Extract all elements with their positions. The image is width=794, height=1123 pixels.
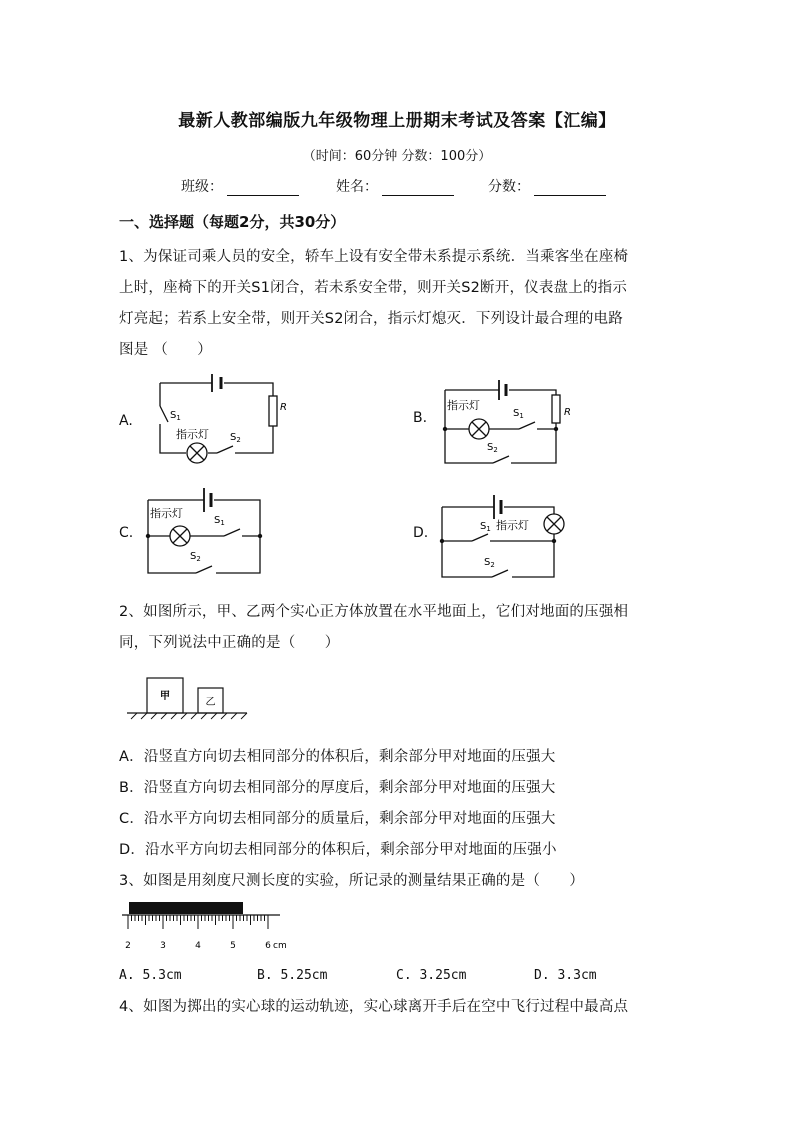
indicator-lamp-label: 指示灯 xyxy=(176,428,209,441)
option-b-label: B. xyxy=(413,410,428,426)
switch-s2-label: $S_2$ xyxy=(487,442,498,454)
score-field xyxy=(488,176,606,196)
class-blank xyxy=(227,181,299,196)
exam-info: （时间：60分钟 分数：100分） xyxy=(302,149,492,164)
question-1-line: 灯亮起；若系上安全带，则开关S2闭合，指示灯熄灭．下列设计最合理的电路 xyxy=(119,311,623,327)
cube-jia-label: 甲 xyxy=(160,691,170,702)
resistor-label: R xyxy=(564,407,571,418)
ruler-unit-label: cm xyxy=(273,941,287,951)
question-2-option-a: A．沿竖直方向切去相同部分的体积后，剩余部分甲对地面的压强大 xyxy=(119,749,556,765)
cubes-figure xyxy=(125,672,250,722)
question-4-line: 4、如图为掷出的实心球的运动轨迹，实心球离开手后在空中飞行过程中最高点 xyxy=(119,999,629,1015)
ruler-tick-label: 5 xyxy=(230,941,236,951)
circuit-d-diagram xyxy=(432,485,572,580)
ruler-figure xyxy=(118,898,288,953)
score-blank xyxy=(534,181,606,196)
name-blank xyxy=(382,181,454,196)
class-field xyxy=(181,176,299,196)
ruler-tick-label: 6 xyxy=(265,941,271,951)
switch-s1-label: $S_1$ xyxy=(480,521,491,533)
switch-s1-label: $S_1$ xyxy=(513,408,524,420)
switch-s2-label: $S_2$ xyxy=(230,432,241,444)
ruler-tick-label: 4 xyxy=(195,941,201,951)
score-label: 分数： xyxy=(488,179,530,195)
circuit-c-diagram xyxy=(138,480,273,580)
switch-s1-label: $S_1$ xyxy=(214,515,225,527)
cube-yi-label: 乙 xyxy=(205,697,216,708)
circuit-a-diagram xyxy=(150,368,285,464)
question-3-line: 3、如图是用刻度尺测长度的实验，所记录的测量结果正确的是（ ） xyxy=(119,873,585,889)
question-2-line: 2、如图所示，甲、乙两个实心正方体放置在水平地面上，它们对地面的压强相 xyxy=(119,604,629,620)
switch-s2-label: $S_2$ xyxy=(190,551,201,563)
option-a-label: A. xyxy=(119,413,133,429)
indicator-lamp-label: 指示灯 xyxy=(496,519,529,532)
ruler-tick-label: 3 xyxy=(160,941,166,951)
name-label: 姓名： xyxy=(336,179,378,195)
question-1-line: 图是 （ ） xyxy=(119,342,213,358)
name-field xyxy=(336,176,454,196)
resistor-label: R xyxy=(280,402,287,413)
question-1-line: 1、为保证司乘人员的安全，轿车上设有安全带未系提示系统．当乘客坐在座椅 xyxy=(119,249,629,265)
switch-s1-label: $S_1$ xyxy=(170,410,181,422)
option-d-label: D. xyxy=(413,525,429,541)
circuit-b-diagram xyxy=(435,368,570,464)
indicator-lamp-label: 指示灯 xyxy=(447,399,480,412)
class-label: 班级： xyxy=(181,179,223,195)
ruler-tick-label: 2 xyxy=(125,941,131,951)
measured-object xyxy=(129,902,243,914)
question-3-option-d: D. 3.3cm xyxy=(534,968,597,983)
question-2-option-d: D．沿水平方向切去相同部分的体积后，剩余部分甲对地面的压强小 xyxy=(119,842,557,858)
question-2-option-b: B．沿竖直方向切去相同部分的厚度后，剩余部分甲对地面的压强大 xyxy=(119,780,556,796)
question-2-line: 同，下列说法中正确的是（ ） xyxy=(119,635,340,651)
document-title: 最新人教部编版九年级物理上册期末考试及答案【汇编】 xyxy=(178,111,616,131)
section-heading: 一、选择题（每题2分，共30分） xyxy=(119,213,346,231)
question-1-line: 上时，座椅下的开关S1闭合，若未系安全带，则开关S2断开，仪表盘上的指示 xyxy=(119,280,628,296)
indicator-lamp-label: 指示灯 xyxy=(150,507,183,520)
question-3-option-b: B. 5.25cm xyxy=(257,968,328,983)
switch-s2-label: $S_2$ xyxy=(484,557,495,569)
question-2-option-c: C．沿水平方向切去相同部分的质量后，剩余部分甲对地面的压强大 xyxy=(119,811,556,827)
question-3-option-c: C. 3.25cm xyxy=(396,968,467,983)
question-3-option-a: A. 5.3cm xyxy=(119,968,182,983)
option-c-label: C. xyxy=(119,525,134,541)
